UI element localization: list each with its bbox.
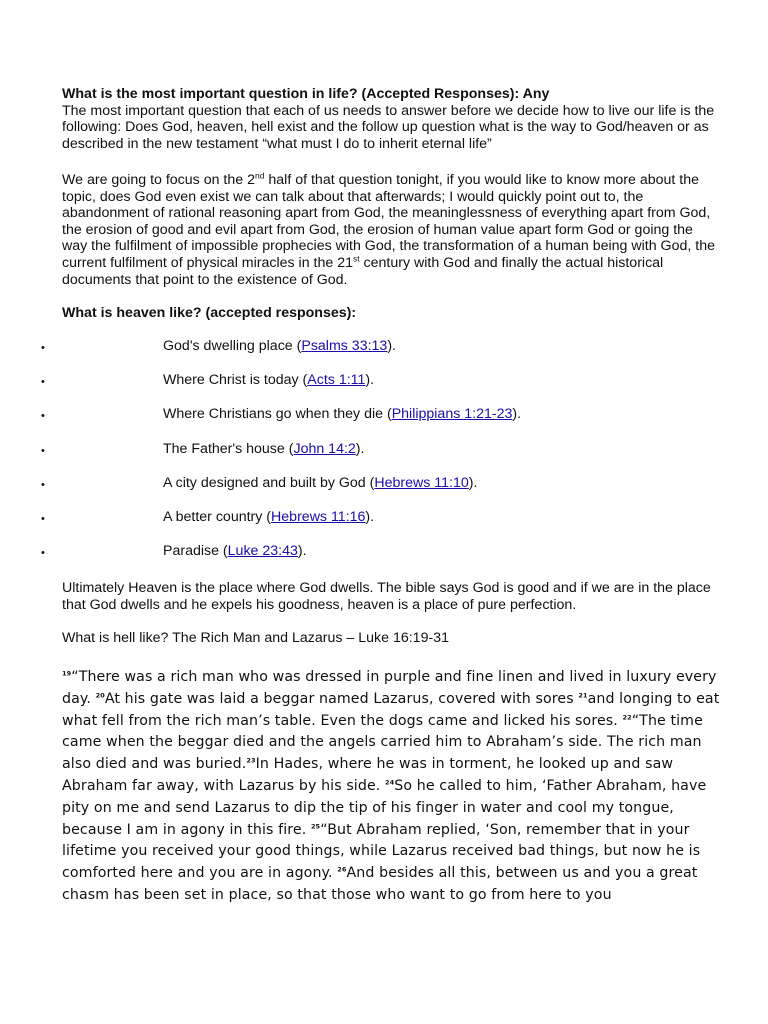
bullet-icon: • [41, 410, 45, 423]
verse-number: 22 [622, 712, 632, 721]
scripture-link[interactable]: Hebrews 11:16 [271, 508, 366, 525]
verse-number: 21 [578, 691, 588, 700]
summary-paragraph: Ultimately Heaven is the place where God dwells. The bible says God is good and if we are in the place that God dwells and he expels his goodness, heaven is a place of pure perfection. [62, 580, 711, 613]
focus-text-2: half of that question tonight, if you would like to know more about the topic, does God even exist we can talk about that afterwards; I would quickly point out to, the abandonment of rational reasoning apart from God, the meaninglessness of everything apart from God, the erosion of good and evil apart from God, the erosion of human value apart form God or going the way the fulfilment of impossible prophecies with God, the transformation of a human being with God, the current fulfilment of physical miracles in the 21 [62, 172, 715, 271]
bullet-icon: • [41, 512, 45, 525]
item-text: God's dwelling place ( [163, 338, 302, 354]
focus-paragraph [62, 172, 722, 288]
verse-number: 24 [385, 778, 395, 787]
focus-text-1: We are going to focus on the 2 [62, 172, 255, 188]
ordinal-suffix: st [352, 253, 360, 264]
scripture-link[interactable]: Luke 23:43 [227, 543, 298, 560]
heaven-list [0, 338, 768, 577]
list-item [0, 372, 768, 406]
verse-text: “There was a rich man who was dressed in purple and fine linen and lived in luxury every day. [62, 669, 717, 707]
list-item [0, 509, 768, 543]
hell-heading: What is hell like? The Rich Man and Lazarus – Luke 16:19-31 [62, 630, 449, 646]
scripture-link[interactable]: Psalms 33:13 [301, 338, 388, 354]
item-end: ). [297, 543, 307, 560]
verse-text: and longing to eat what fell from the rich man’s table. Even the dogs came and licked his sores. [62, 690, 720, 729]
item-end: ). [355, 440, 365, 457]
intro-section [62, 86, 722, 152]
verse-text: At his gate was laid a beggar named Lazarus, covered with sores [104, 690, 579, 707]
scripture-link[interactable]: Hebrews 11:10 [374, 474, 469, 491]
verse-number: 19 [62, 669, 72, 678]
verse-text: “But Abraham replied, ‘Son, remember that in your lifetime you received your good things, while Lazarus received bad things, but now he is comforted here and you are in agony. [62, 821, 701, 882]
scripture-link[interactable]: John 14:2 [293, 440, 356, 457]
verse-text: In Hades, where he was in torment, he looked up and saw Abraham far away, with Lazarus by his side. [62, 756, 674, 794]
bullet-icon: • [41, 444, 45, 457]
item-text: Where Christians go when they die ( [163, 406, 392, 423]
verse-text: So he called to him, ‘Father Abraham, have pity on me and send Lazarus to dip the tip of his finger in water and cool my tongue, because I am in agony in this fire. [62, 777, 707, 838]
question-heading: What is the most important question in life? (Accepted Responses): Any [62, 86, 550, 102]
item-text: Where Christ is today ( [163, 372, 308, 389]
heaven-heading: What is heaven like? (accepted responses): [62, 305, 357, 321]
bullet-icon: • [41, 547, 45, 560]
item-text: The Father's house ( [163, 440, 294, 457]
scripture-link[interactable]: Acts 1:11 [307, 372, 366, 389]
item-text: A better country ( [163, 508, 272, 525]
list-item [0, 338, 768, 372]
ordinal-suffix: nd [254, 170, 265, 181]
focus-text-3: century with God and finally the actual historical documents that point to the existence of God. [62, 254, 664, 288]
scripture-link[interactable]: Philippians 1:21-23 [391, 406, 513, 423]
bullet-icon: • [41, 342, 45, 354]
verse-text: “The time came when the beggar died and the angels carried him to Abraham’s side. The rich man also died and was buried. [62, 712, 703, 773]
item-end: ). [387, 338, 396, 354]
verse-number: 25 [310, 821, 321, 830]
item-text: Paradise ( [163, 543, 228, 560]
intro-paragraph: The most important question that each of us needs to answer before we decide how to live our life is the following: Does God, heaven, hell exist and the follow up question what is the way to God/heaven or as described in the new testament “what must I do to inherit eternal life” [62, 102, 715, 152]
item-end: ). [365, 372, 375, 389]
verse-text: And besides all this, between us and you a great chasm has been set in place, so that those who want to go from here to you [62, 865, 698, 903]
list-item [0, 543, 768, 577]
item-text: A city designed and built by God ( [163, 474, 375, 491]
item-end: ). [365, 508, 375, 525]
verse-number: 26 [337, 865, 347, 874]
verse-number: 20 [95, 691, 105, 700]
scripture-passage [62, 667, 722, 907]
bullet-icon: • [41, 478, 45, 491]
item-end: ). [468, 474, 478, 491]
list-item [0, 406, 768, 440]
item-end: ). [512, 406, 522, 423]
list-item [0, 441, 768, 475]
list-item [0, 475, 768, 509]
bullet-icon: • [41, 376, 45, 389]
verse-number: 23 [246, 756, 256, 765]
